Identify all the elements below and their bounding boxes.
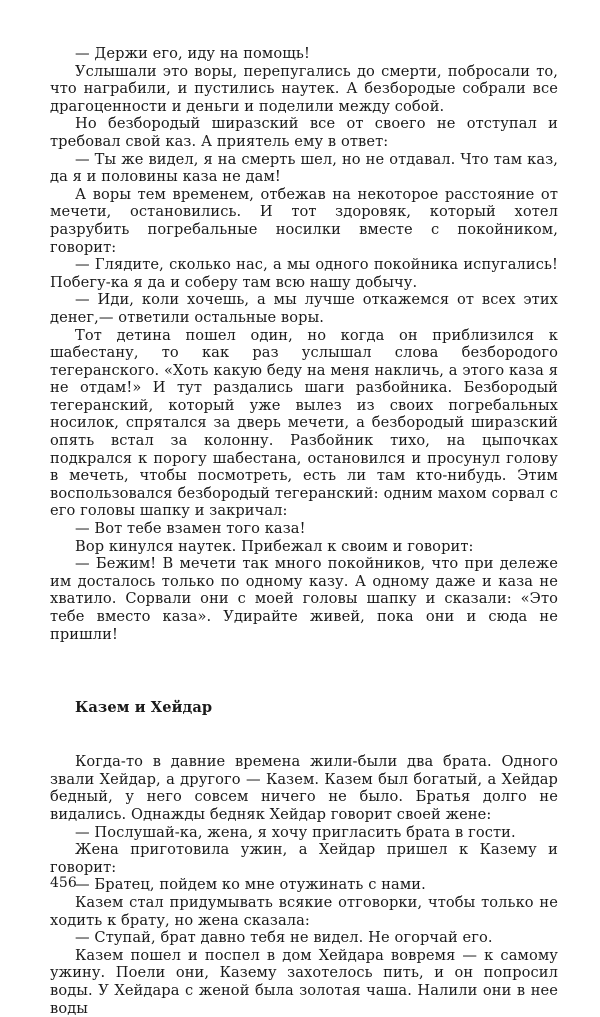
paragraph: Услышали это воры, перепугались до смерти, побросали то, что награбили, и пустились наутек. А безбородые собрали все драгоценности и деньги и поделили между собой.: [50, 62, 558, 115]
paragraph: Но безбородый ширазский все от своего не отступал и требовал свой каз. А приятель ему в ответ:: [50, 115, 558, 150]
paragraph: — Глядите, сколько нас, а мы одного покойника испугались! Побегу-ка я да и соберу там всю нашу добычу.: [50, 256, 558, 291]
story-ending: [50, 45, 558, 643]
paragraph: — Держи его, иду на помощь!: [75, 45, 310, 62]
paragraph: — Ступай, брат давно тебя не видел. Не огорчай его.: [75, 929, 493, 947]
paragraph: А воры тем временем, отбежав на некоторое расстояние от мечети, остановились. И тот здоровяк, который хотел разрубить погребальные носилки вместе с покойником, говорит:: [50, 185, 558, 256]
paragraph: — Бежим! В мечети так много покойников, что при дележе им досталось только по одному казу. А одному даже и каза не хватило. Сорвали они с моей головы шапку и сказали: «Это тебе вместо каза». Удирайте живей, пока они и сюда не пришли!: [50, 555, 558, 643]
paragraph: Казем пошел и поспел в дом Хейдара вовремя — к самому ужину. Поели они, Казему захотелось пить, и он попросил воды. У Хейдара с женой была золотая чаша. Налили они в нее воды: [50, 946, 558, 1017]
paragraph: — Ты же видел, я на смерть шел, но не отдавал. Что там каз, да я и половины каза не дам!: [50, 150, 558, 186]
book-page: [50, 45, 558, 1017]
paragraph: Жена приготовила ужин, а Хейдар пришел к Казему и говорит:: [50, 841, 558, 876]
paragraph: — Послушай-ка, жена, я хочу пригласить брата в гости.: [75, 823, 516, 841]
paragraph: Вор кинулся наутек. Прибежал к своим и говорит:: [75, 537, 474, 555]
paragraph: Тот детина пошел один, но когда он приблизился к шабестану, то как раз услышал слова безбородого тегеранского. «Хоть какую беду на меня накличь, а этого каза я не отдам!» И тут раздались шаги разбойника. Безбородый тегеранский, который уже вылез из своих погребальных носилок, спрятался за дверь мечети, а безбородый ширазский опять встал за колонну. Разбойник тихо, на цыпочках подкрался к порогу шабестана, остановился и просунул голову в мечеть, чтобы посмотреть, есть ли там кто-нибудь. Этим воспользовался безбородый тегеранский: одним махом сорвал с его головы шапку и закричал:: [50, 326, 558, 520]
page-number: 456: [50, 875, 77, 891]
paragraph: Когда-то в давние времена жили-были два брата. Одного звали Хейдар, а другого — Казем. Казем был богатый, а Хейдар бедный, у него совсем ничего не было. Братья долго не видались. Однажды бедняк Хейдар говорит своей жене:: [50, 753, 558, 823]
story-body: [50, 753, 558, 1017]
paragraph: — Иди, коли хочешь, а мы лучше откажемся от всех этих денег,— ответили остальные воры.: [50, 291, 558, 326]
spacer: [50, 717, 558, 753]
story-title: Казем и Хейдар: [75, 699, 213, 717]
paragraph: Казем стал придумывать всякие отговорки, чтобы только не ходить к брату, но жена сказала:: [50, 893, 558, 929]
paragraph: — Вот тебе взамен того каза!: [75, 520, 306, 538]
paragraph: — Братец, пойдем ко мне отужинать с нами.: [75, 876, 426, 894]
